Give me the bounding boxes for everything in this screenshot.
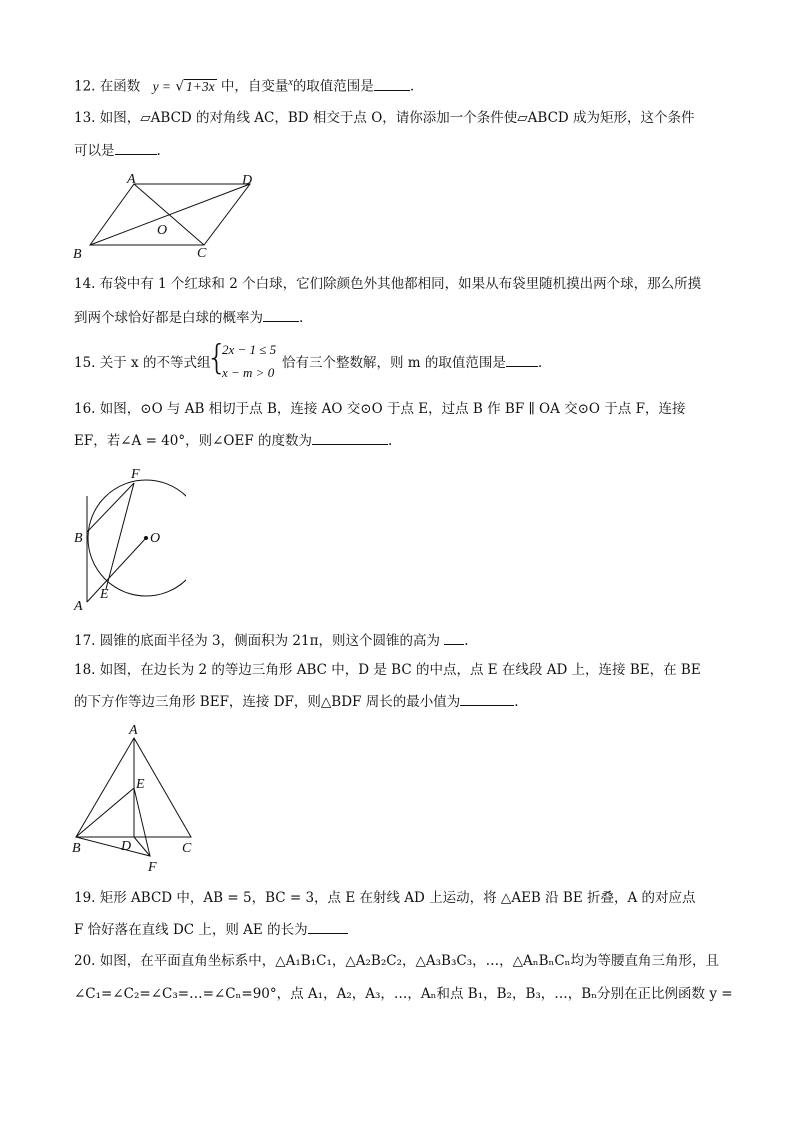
q17-line (74, 632, 469, 650)
q19-line-1: 19. 矩形 ABCD 中，AB = 5，BC = 3，点 E 在射线 AD 上运动，将 △AEB 沿 BE 折叠，A 的对应点 (74, 890, 696, 906)
q15-inequality-1: 2x − 1 ≤ 5 (222, 342, 277, 357)
q12-text-b: 的取值范围是 (292, 78, 374, 95)
q12-end: . (409, 78, 415, 95)
q15-inequality-2: x − m > 0 (222, 365, 275, 380)
q13-end: . (156, 143, 161, 159)
q15-text-b-line (282, 354, 542, 372)
q12-function-y: y = (152, 78, 172, 94)
q13-line-1: 13. 如图，▱ABCD 的对角线 AC，BD 相交于点 O，请你添加一个条件使▱ABCD 成为矩形，这个条件 (74, 110, 695, 126)
q13-label-o: O (157, 223, 168, 238)
q16-label-o: O (150, 531, 161, 546)
q13-text: 可以是 (74, 143, 115, 159)
q18-line-2 (74, 693, 519, 711)
diagonal-bd (90, 184, 250, 245)
q18-label-d: D (121, 839, 132, 854)
q13-answer-blank[interactable] (115, 142, 157, 155)
q14-line-1: 14. 布袋中有 1 个红球和 2 个白球，它们除颜色外其他都相同，如果从布袋里随机摸出两个球，那么所摸 (74, 276, 702, 292)
q18-label-c: C (182, 841, 192, 856)
q15-text-a: 15. 关于 x 的不等式组 (74, 355, 211, 371)
q19-answer-blank[interactable] (308, 921, 348, 934)
q13-label-b: B (73, 247, 82, 262)
q13-parallelogram-figure (66, 168, 266, 264)
q15-brace: { (206, 338, 228, 378)
q18-label-b: B (72, 841, 81, 856)
q16-label-a: A (74, 599, 83, 614)
question-12 (74, 74, 414, 96)
q15-text-b: 恰有三个整数解，则 m 的取值范围是 (282, 355, 506, 371)
q12-number: 12. 在函数 (74, 78, 141, 95)
q20-line-2: ∠C₁=∠C₂=∠C₃=…=∠Cₙ=90°，点 A₁，A₂，A₃，…，Aₙ和点 B₁，B₂，B₃，…，Bₙ分别在正比例函数 y = (74, 986, 733, 1002)
segment-ef (106, 483, 134, 589)
q18-line-1: 18. 如图，在边长为 2 的等边三角形 ABC 中，D 是 BC 的中点，点 E 在线段 AD 上，连接 BE，在 BE (74, 662, 701, 678)
q16-line-2 (74, 432, 392, 450)
q17-answer-blank[interactable] (444, 632, 464, 645)
q20-line-1: 20. 如图，在平面直角坐标系中，△A₁B₁C₁，△A₂B₂C₂，△A₃B₃C₃，…，△AₙBₙCₙ均为等腰直角三角形，且 (74, 953, 720, 969)
q18-answer-blank[interactable] (460, 693, 514, 706)
q15-answer-blank[interactable] (506, 354, 538, 367)
q16-label-f: F (131, 467, 140, 482)
q13-line-2 (74, 142, 161, 160)
q16-label-e: E (100, 587, 109, 602)
q16-circle-figure (66, 462, 186, 614)
q14-line-2 (74, 309, 303, 327)
q18-text: 的下方作等边三角形 BEF，连接 DF，则△BDF 周长的最小值为 (74, 694, 461, 710)
q17-text: 17. 圆锥的底面半径为 3，侧面积为 21π，则这个圆锥的高为 (74, 633, 440, 649)
q12-text-a: 中，自变量 (220, 78, 289, 95)
q16-end: . (388, 433, 393, 449)
q14-text: 到两个球恰好都是白球的概率为 (74, 310, 263, 326)
q16-text: EF，若∠A = 40°，则∠OEF 的度数为 (74, 433, 312, 449)
q18-label-e: E (136, 777, 145, 792)
q15-end: . (537, 355, 543, 371)
q14-end: . (299, 310, 304, 326)
q18-label-f: F (148, 860, 157, 875)
q17-end: . (464, 633, 469, 649)
q19-text: F 恰好落在直线 DC 上，则 AE 的长为 (74, 922, 308, 938)
q13-label-d: D (242, 173, 253, 188)
q16-label-b: B (74, 531, 83, 546)
q12-answer-blank[interactable] (374, 78, 410, 91)
q12-radical-sign: √ (175, 78, 184, 95)
q12-variable: x (288, 77, 293, 88)
center-o-dot (144, 536, 148, 540)
q16-line-1: 16. 如图，⊙O 与 AB 相切于点 B，连接 AO 交⊙O 于点 E，过点 B 作 BF ∥ OA 交⊙O 于点 F，连接 (74, 401, 686, 417)
q14-answer-blank[interactable] (263, 309, 299, 322)
q13-label-a: A (127, 172, 136, 187)
chord-bf (87, 483, 134, 532)
q19-line-2 (74, 921, 348, 939)
q18-end: . (514, 694, 519, 710)
triangle-bef (76, 788, 150, 856)
q16-answer-blank[interactable] (312, 432, 388, 445)
q18-triangle-figure (66, 720, 216, 876)
circle-o (88, 480, 186, 596)
q12-radicand: 1+3x (185, 78, 215, 94)
q18-label-a: A (129, 723, 138, 738)
q13-label-c: C (197, 246, 207, 261)
